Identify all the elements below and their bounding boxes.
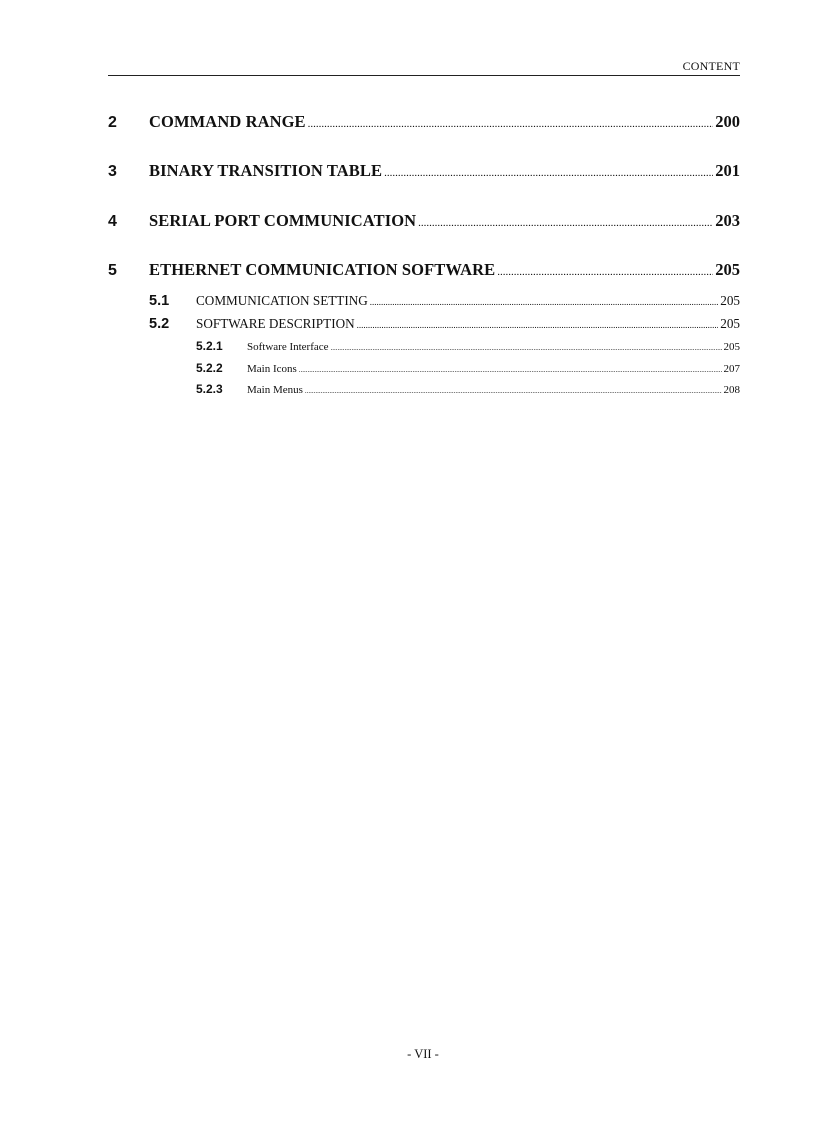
dot-leader [370, 297, 718, 307]
toc-entry-number: 4 [108, 213, 117, 230]
toc-entry-section[interactable] [108, 293, 740, 311]
toc-entry-title: SOFTWARE DESCRIPTION [196, 316, 355, 331]
toc-entry-number: 5 [108, 262, 117, 279]
toc-entry-page: 208 [723, 384, 740, 396]
page-header [108, 58, 740, 76]
toc-entry-page: 205 [720, 316, 740, 331]
toc-entry-number: 5.2.1 [196, 339, 223, 353]
section-label: CONTENT [682, 59, 740, 73]
dot-leader [299, 366, 722, 374]
toc-entry-number: 5.2.2 [196, 361, 223, 375]
toc-entry-page: 200 [715, 112, 740, 131]
toc-entry-subsection[interactable] [108, 382, 740, 398]
toc-entry-page: 205 [720, 293, 740, 308]
toc-entry-title: BINARY TRANSITION TABLE [149, 161, 383, 180]
toc-entry-page: 201 [715, 161, 740, 180]
dot-leader [418, 217, 713, 229]
toc-entry-title: COMMAND RANGE [149, 112, 306, 131]
toc-entry-number: 3 [108, 163, 117, 180]
toc-entry-chapter[interactable] [108, 260, 740, 284]
dot-leader [384, 167, 713, 179]
dot-leader [308, 118, 714, 130]
toc-entry-page: 205 [723, 341, 740, 353]
toc-entry-title: Main Menus [247, 384, 303, 396]
toc-entry-number: 5.1 [149, 293, 170, 309]
toc-entry-section[interactable] [108, 316, 740, 334]
dot-leader [305, 387, 722, 395]
toc-entry-page: 207 [723, 363, 740, 375]
toc-entry-page: 203 [715, 211, 740, 230]
toc-entry-subsection[interactable] [108, 361, 740, 377]
dot-leader [331, 344, 722, 352]
toc-entry-chapter[interactable] [108, 112, 740, 136]
toc-entry-title: ETHERNET COMMUNICATION SOFTWARE [149, 260, 496, 279]
dot-leader [497, 266, 713, 278]
toc-entry-number: 5.2.3 [196, 382, 223, 396]
toc-entry-subsection[interactable] [108, 339, 740, 355]
toc-entry-title: SERIAL PORT COMMUNICATION [149, 211, 417, 230]
toc-entry-page: 205 [715, 260, 740, 279]
toc-entry-number: 5.2 [149, 316, 170, 332]
page-number: - VII - [407, 1047, 439, 1061]
toc-entry-title: Software Interface [247, 341, 329, 353]
toc-entry-chapter[interactable] [108, 211, 740, 235]
toc-entry-chapter[interactable] [108, 161, 740, 185]
toc-entry-number: 2 [108, 114, 117, 131]
dot-leader [357, 320, 719, 330]
toc-entry-title: COMMUNICATION SETTING [196, 293, 368, 308]
toc-entry-title: Main Icons [247, 363, 297, 375]
